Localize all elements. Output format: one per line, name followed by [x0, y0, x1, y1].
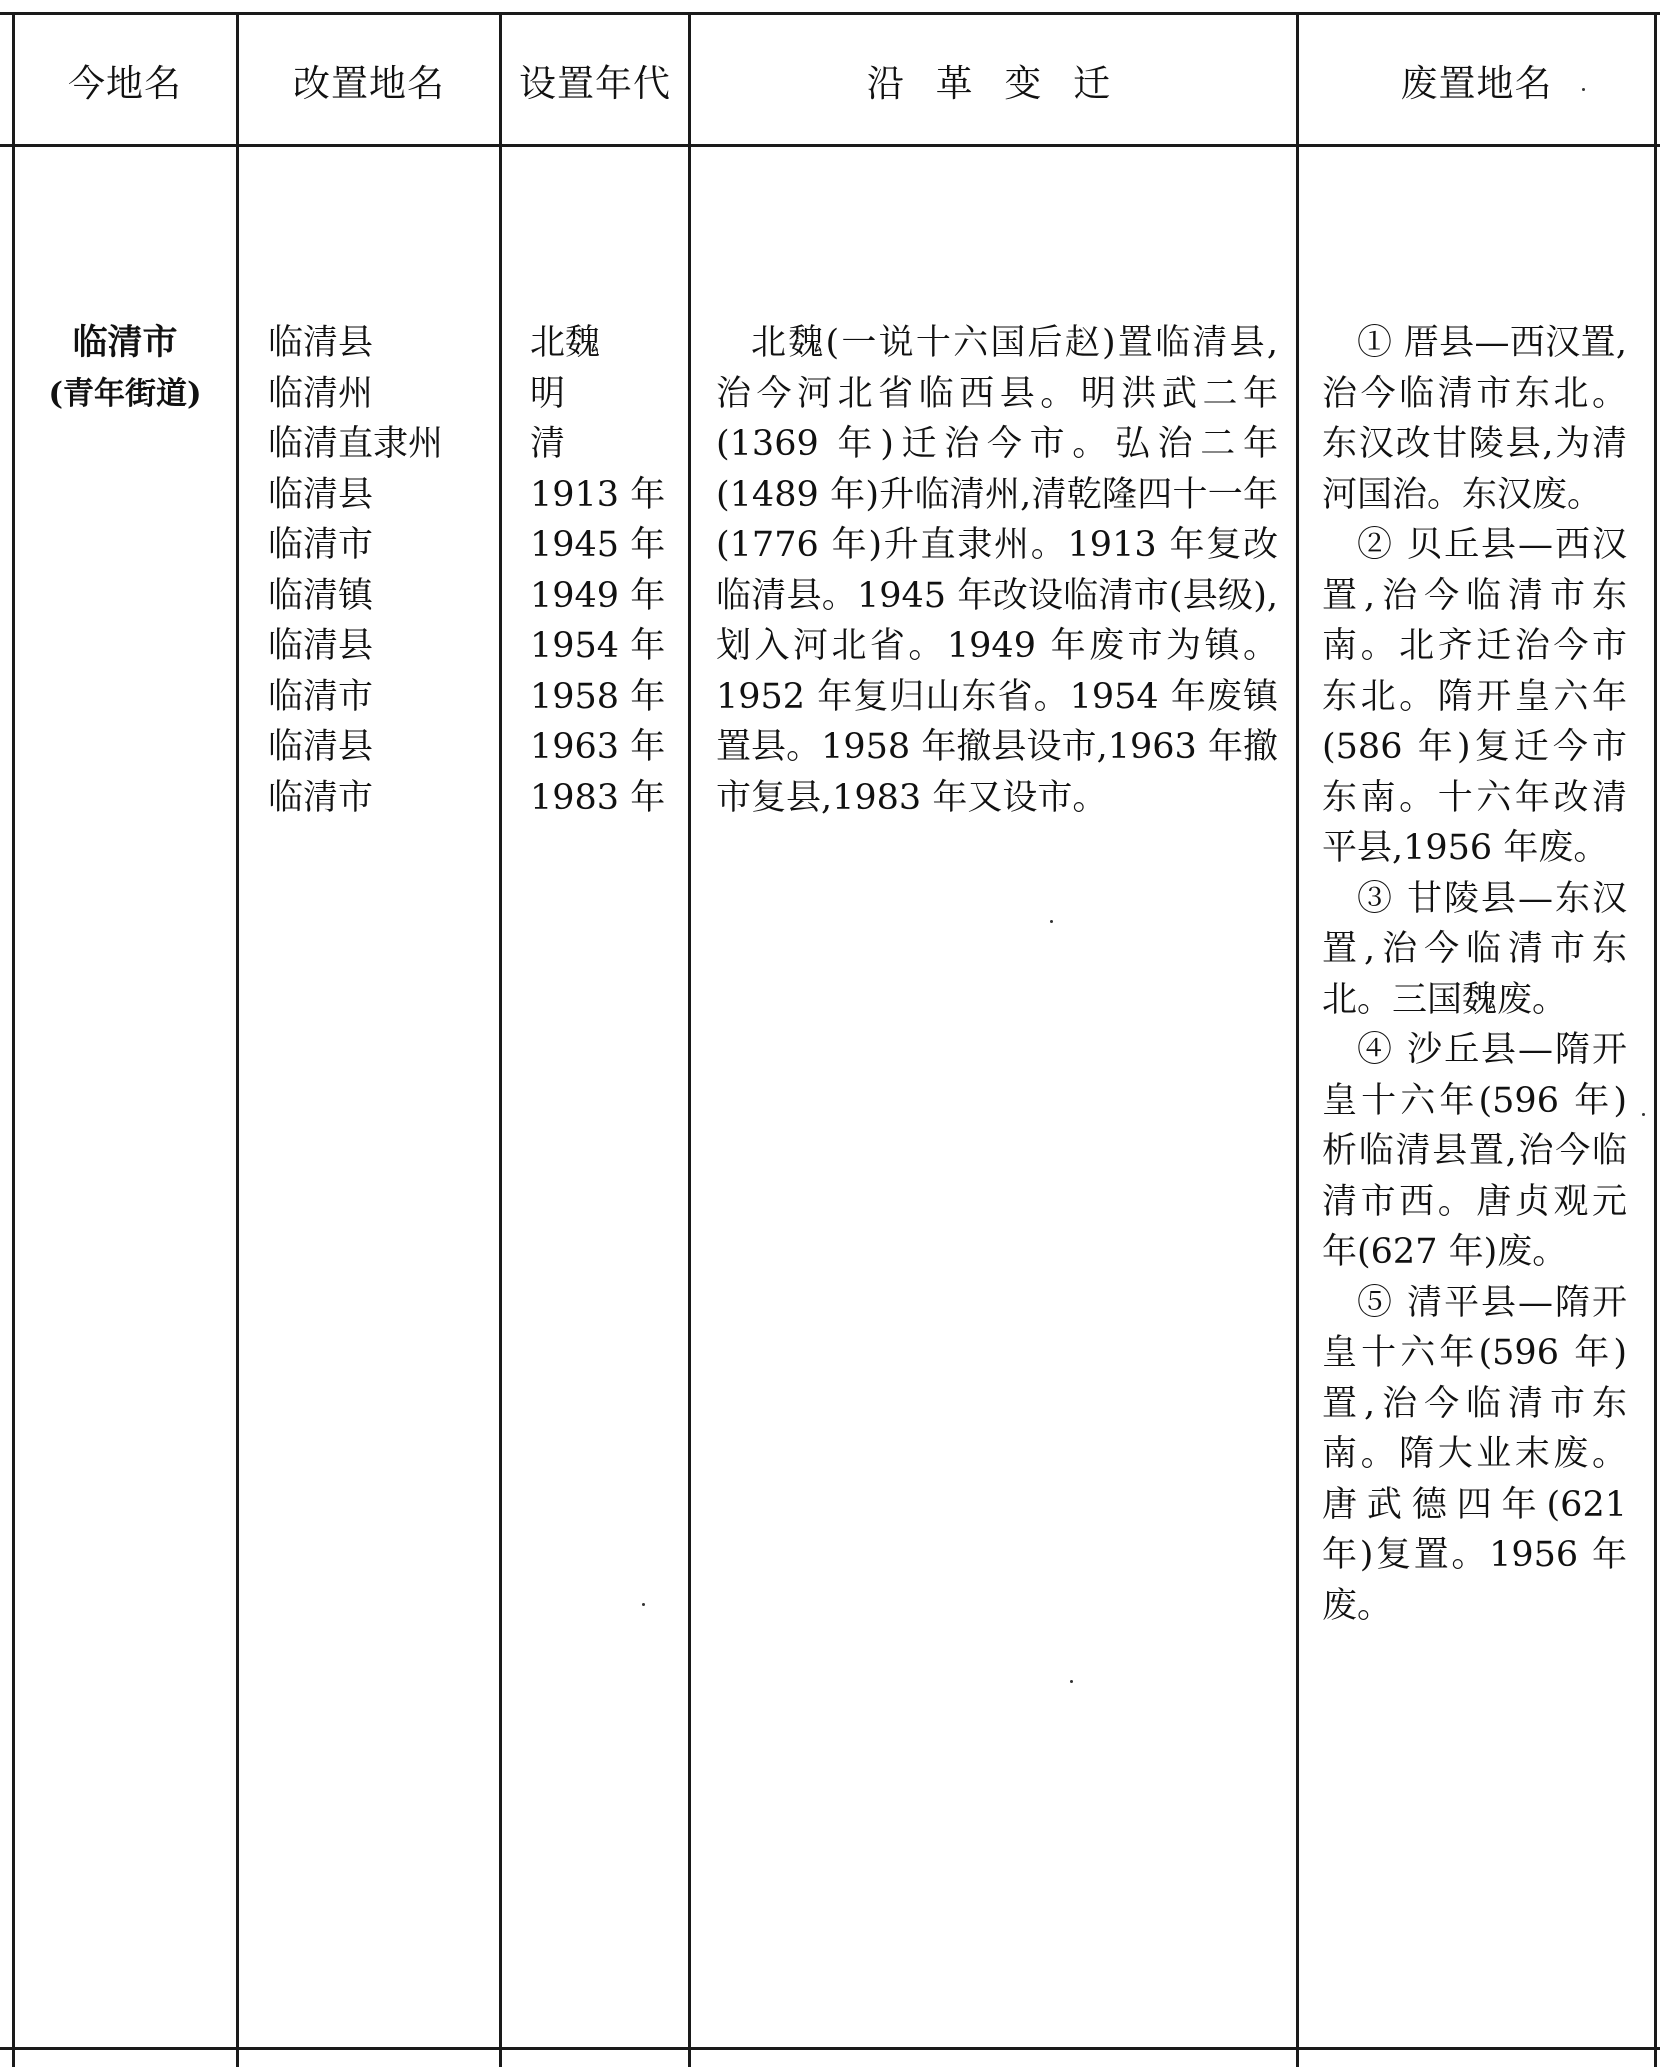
- column-divider-2: [499, 12, 502, 2067]
- list-item: 明: [530, 373, 566, 414]
- list-item: 临清县: [268, 474, 374, 515]
- abolished-item: ④ 沙丘县—隋开皇十六年(596 年)析临清县置,治今临清市西。唐贞观元年(627 年)废。: [1322, 1030, 1627, 1272]
- current-name: 临清市: [72, 322, 178, 363]
- list-item: 临清镇: [268, 575, 374, 616]
- header-established: 设置年代: [519, 62, 671, 105]
- list-item: 临清县: [268, 727, 374, 767]
- list-item: 1913 年: [530, 474, 666, 515]
- renamed-names-list: [268, 318, 493, 823]
- column-divider-right-edge: [1654, 12, 1657, 2067]
- list-item: 1958 年: [530, 676, 666, 717]
- scan-speck: [1642, 1113, 1645, 1116]
- header-renamed-name: 改置地名: [293, 62, 445, 105]
- list-item: 临清直隶州: [268, 424, 444, 464]
- header-current-name: 今地名: [68, 62, 182, 105]
- list-item: 临清市: [268, 676, 374, 717]
- list-item: 1954 年: [530, 626, 666, 666]
- current-name-cell: [14, 318, 236, 419]
- column-divider-3: [688, 12, 691, 2067]
- list-item: 1949 年: [530, 575, 666, 616]
- established-years-list: [530, 318, 685, 823]
- scan-speck: [1582, 88, 1585, 91]
- abolished-item: ③ 甘陵县—东汉置,治今临清市东北。三国魏废。: [1322, 878, 1627, 1020]
- list-item: 清: [530, 424, 566, 464]
- abolished-item: ① 厝县—西汉置,治今临清市东北。东汉改甘陵县,为清河国治。东汉废。: [1322, 323, 1627, 515]
- scan-speck: [1070, 1680, 1073, 1683]
- column-divider-4: [1296, 12, 1299, 2067]
- list-item: 北魏: [530, 323, 601, 363]
- list-item: 1945 年: [530, 525, 666, 565]
- row-bottom-border: [0, 2047, 1660, 2050]
- abolished-item: ⑤ 清平县—隋开皇十六年(596 年)置,治今临清市东南。隋大业末废。唐武德四年(621 年)复置。1956 年废。: [1322, 1282, 1627, 1626]
- scan-speck: [1050, 920, 1053, 923]
- list-item: 临清州: [268, 373, 374, 414]
- header-abolished-name: 废置地名: [1400, 62, 1553, 105]
- history-text: 北魏(一说十六国后赵)置临清县,治今河北省临西县。明洪武二年(1369 年)迁治今市。弘治二年(1489 年)升临清州,清乾隆四十一年(1776 年)升直隶州。1913 年复改临清县。1945 年改设临清市(县级),划入河北省。1949 年废市为镇。1952 年复归山东省。1954 年废镇置县。1958 年撤县设市,1963 年撤市复县,1983 年又设市。: [716, 323, 1278, 818]
- abolished-names-list: [1322, 318, 1627, 1631]
- column-divider-1: [236, 12, 239, 2067]
- abolished-item: ② 贝丘县—西汉置,治今临清市东南。北齐迁治今市东北。隋开皇六年(586 年)复迁今市东南。十六年改清平县,1956 年废。: [1322, 525, 1627, 868]
- list-item: 临清县: [268, 626, 374, 666]
- header-history: 沿 革 变 迁: [866, 62, 1121, 105]
- scan-speck: [642, 1603, 645, 1606]
- list-item: 1983 年: [530, 777, 666, 818]
- list-item: 临清县: [268, 323, 374, 363]
- list-item: 临清市: [268, 525, 374, 565]
- list-item: 1963 年: [530, 727, 666, 767]
- current-name-subtitle: (青年街道): [48, 375, 202, 412]
- list-item: 临清市: [268, 777, 374, 818]
